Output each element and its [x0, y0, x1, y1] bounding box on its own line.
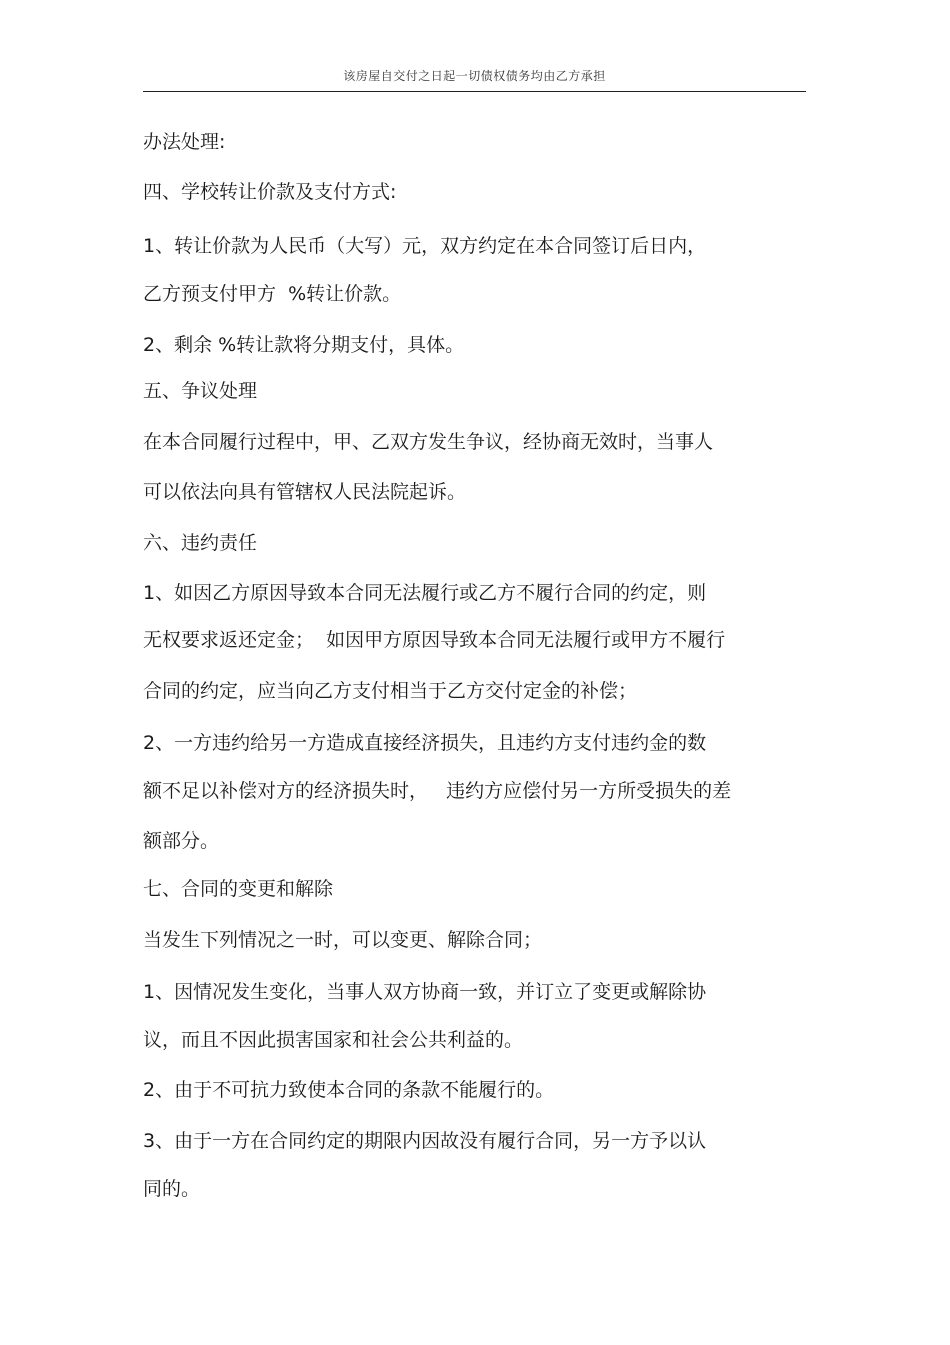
- header-rule: [143, 91, 806, 92]
- text-line: 1、转让价款为人民币（大写）元，双方约定在本合同签订后日内，: [143, 235, 707, 257]
- section-heading: 四、学校转让价款及支付方式:: [143, 181, 397, 203]
- text-line: 在本合同履行过程中，甲、乙双方发生争议，经协商无效时，当事人: [143, 431, 714, 453]
- section-heading: 五、争议处理: [143, 380, 258, 402]
- text-line: 合同的约定，应当向乙方支付相当于乙方交付定金的补偿；: [143, 680, 638, 702]
- text-line: 乙方预支付甲方 %转让价款。: [143, 283, 402, 305]
- text-line: 2、由于不可抗力致使本合同的条款不能履行的。: [143, 1079, 555, 1101]
- text-line: 办法处理:: [143, 131, 226, 153]
- text-line: 1、因情况发生变化，当事人双方协商一致，并订立了变更或解除协: [143, 981, 707, 1003]
- text-line: 3、由于一方在合同约定的期限内因故没有履行合同，另一方予以认: [143, 1130, 707, 1152]
- text-line: 议，而且不因此损害国家和社会公共利益的。: [143, 1029, 524, 1051]
- text-line: 同的。: [143, 1178, 201, 1200]
- text-line: 可以依法向具有管辖权人民法院起诉。: [143, 481, 467, 503]
- section-heading: 六、违约责任: [143, 532, 258, 554]
- text-line: 1、如因乙方原因导致本合同无法履行或乙方不履行合同的约定，则: [143, 582, 707, 604]
- text-line: 2、一方违约给另一方造成直接经济损失，且违约方支付违约金的数: [143, 732, 707, 754]
- text-line: 额部分。: [143, 830, 220, 852]
- text-line: 2、剩余 %转让款将分期支付，具体。: [143, 334, 465, 356]
- text-line: 无权要求返还定金； 如因甲方原因导致本合同无法履行或甲方不履行: [143, 629, 726, 651]
- section-heading: 七、合同的变更和解除: [143, 878, 334, 900]
- text-line: 当发生下列情况之一时，可以变更、解除合同；: [143, 929, 543, 951]
- page-header: 该房屋自交付之日起一切债权债务均由乙方承担: [343, 69, 606, 83]
- text-line: 额不足以补偿对方的经济损失时， 违约方应偿付另一方所受损失的差: [143, 780, 732, 802]
